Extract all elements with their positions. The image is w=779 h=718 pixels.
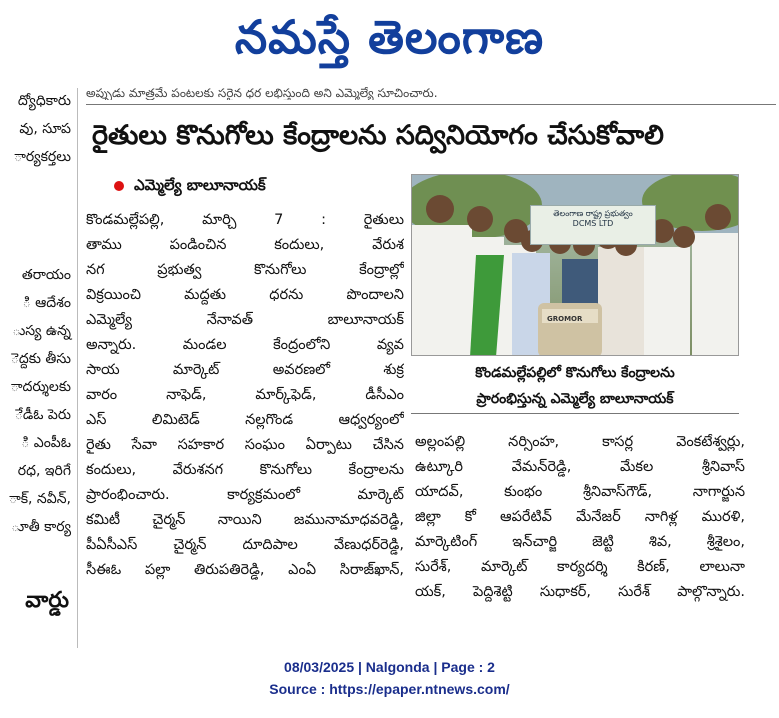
body-line: విక్రయించి మద్దతు ధరను పొందాలని xyxy=(86,287,404,303)
article-headline: రైతులు కొనుగోలు కేంద్రాలను సద్వినియోగం చేసుకోవాలి xyxy=(92,120,664,151)
byline xyxy=(114,176,266,198)
body-line: యాదవ్, కుంభం శ్రీనివాస్‌గౌడ్, నాగార్జున xyxy=(415,484,745,500)
strip-line: ి ఆదేశం xyxy=(22,295,71,311)
body-line: పీఏసీఎస్ చైర్మన్ దూదిపాల వేణుధర్‌రెడ్డి, xyxy=(86,537,404,553)
strip-line: ద్యోధికారు xyxy=(17,93,71,109)
article-column-2 xyxy=(415,430,745,605)
source-link[interactable]: Source : https://epaper.ntnews.com/ xyxy=(269,681,510,697)
edition-info: 08/03/2025 | Nalgonda | Page : 2 xyxy=(284,659,495,675)
body-line: కమిటీ చైర్మన్ నాయిని జమునామాధవరెడ్డి, xyxy=(86,512,404,528)
strip-line: ూతీ కార్య xyxy=(11,519,71,535)
strip-line: ుస్య ఉన్న xyxy=(12,323,71,339)
body-line: నగ ప్రభుత్వ కొనుగోలు కేంద్రాల్లో xyxy=(86,262,404,278)
strip-line: ెద్దకు తీసు xyxy=(10,351,71,367)
news-photo xyxy=(411,174,739,356)
body-line: సీఈఓ పల్లా తిరుపతిరెడ్డి, ఎంఏ సిరాజ్‌ఖాన్, xyxy=(86,562,404,578)
body-line: ఎస్ లిమిటెడ్ నల్లగొండ ఆధ్వర్యంలో xyxy=(86,412,404,428)
strip-line: ి ఎంపీఓ xyxy=(21,435,71,451)
body-line: అన్నారు. మండల కేంద్రంలోని వ్యవ xyxy=(86,337,404,353)
previous-article-cut-line: అప్పుడు మాత్రమే పంటలకు సరైన ధర లభిస్తుంది అని ఎమ్మెల్యే సూచించారు. xyxy=(86,86,438,100)
body-line: సురేశ్, మార్కెట్ కార్యదర్శి కిరణ్, లాలునా xyxy=(415,559,745,575)
banner-subtext: DCMS LTD xyxy=(572,219,614,228)
strip-line: ాదర్శులకు xyxy=(10,379,71,395)
body-line: కొండమల్లేపల్లి, మార్చి 7 : రైతులు xyxy=(86,212,404,228)
caption-line-2: ప్రారంభిస్తున్న ఎమ్మెల్యే బాలూనాయక్ xyxy=(476,391,674,407)
body-line: ప్రారంభించారు. కార్యక్రమంలో మార్కెట్ xyxy=(86,487,404,503)
strip-bottom-word: వార్డు xyxy=(25,588,69,613)
body-line: జిల్లా కో ఆపరేటివ్ మేనేజర్ నాగిళ్ల మురళి, xyxy=(415,509,745,525)
body-line: తాము పండించిన కందులు, వేరుశ xyxy=(86,237,404,253)
photo-banner xyxy=(530,205,656,245)
strip-line: ాక్, నవీన్, xyxy=(8,491,71,507)
body-line: ఉట్కూరి వేమన్‌రెడ్డి, మేకల శ్రీనివాస్ xyxy=(415,459,745,475)
bullet-icon xyxy=(114,181,124,191)
sack-label: GROMOR xyxy=(547,315,583,323)
page-footer xyxy=(0,656,779,700)
body-line: కందులు, వేరుశనగ కొనుగోలు కేంద్రాలను xyxy=(86,462,404,478)
strip-line: ార్యకర్తలు xyxy=(14,149,71,165)
body-line: ఎమ్మెల్యే నేనావత్ బాలూనాయక్ xyxy=(86,312,404,328)
byline-text: ఎమ్మెల్యే బాలూనాయక్ xyxy=(134,176,266,194)
adjacent-article-strip xyxy=(0,88,78,648)
strip-line: తరాయం xyxy=(21,267,71,283)
masthead xyxy=(0,0,779,78)
photo-illustration xyxy=(412,175,739,356)
strip-line: వు, సూప xyxy=(19,121,71,137)
article-column-1 xyxy=(86,208,404,583)
body-line: మార్కెటింగ్ ఇన్‌చార్జి జెట్టి శివ, శ్రీశైలం, xyxy=(415,534,745,550)
divider xyxy=(86,104,776,105)
body-line: సాయ మార్కెట్ అవరణలో శుక్ర xyxy=(86,362,404,378)
caption-line-1: కొండమల్లేపల్లిలో కొనుగోలు కేంద్రాలను xyxy=(475,365,675,381)
banner-text: తెలంగాణ రాష్ట్ర ప్రభుత్వం xyxy=(553,209,633,218)
body-line: యక్, పెద్దిశెట్టి సుధాకర్, సురేశ్ పాల్గొన్నారు. xyxy=(415,584,745,600)
body-line: రైతు సేవా సహకార సంఘం ఏర్పాటు చేసిన xyxy=(86,437,404,453)
body-line: అల్లంపల్లి నర్సింహ, కాసర్ల వెంకటేశ్వర్లు, xyxy=(415,434,745,450)
photo-caption xyxy=(411,360,739,414)
body-line: వారం నాఫెడ్, మార్క్‌ఫెడ్, డీసీఎం xyxy=(86,387,404,403)
strip-line: రధ, ఇరిగే xyxy=(17,463,71,479)
newspaper-logo: నమస్తే తెలంగాణ xyxy=(234,10,545,64)
strip-line: ేడీఓ పెరు xyxy=(14,407,71,423)
